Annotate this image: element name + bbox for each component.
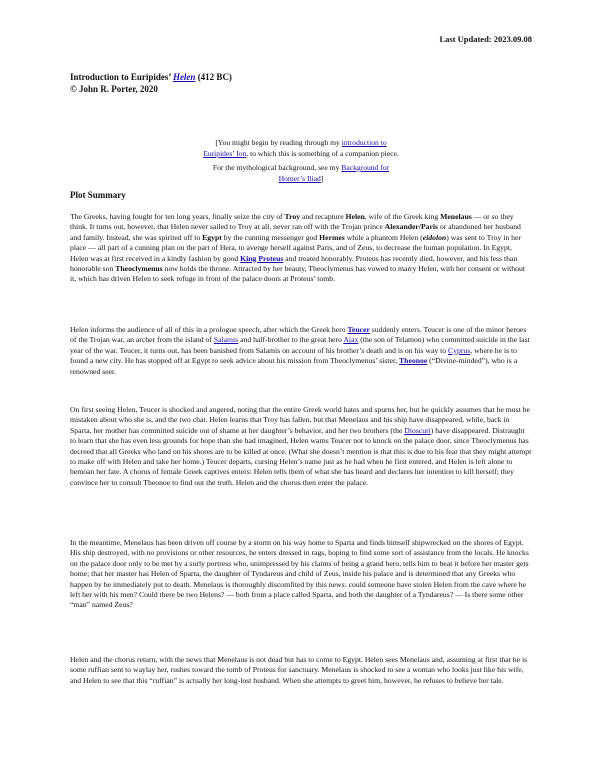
p1-text: while a phantom Helen ( xyxy=(344,232,423,242)
p2-text: , where he is to found a new city. He has stopped off at Egypt to seek advice about his mission from Theoclymenus’ sister, xyxy=(70,345,518,366)
background-note xyxy=(70,163,532,184)
p1-text: or abandoned her husband and family. Instead, she was spirited off to xyxy=(70,222,521,242)
title-suffix: (412 BC) xyxy=(195,72,232,82)
ion-intro-link-2[interactable]: Euripides’ Ion xyxy=(203,148,247,158)
p1-text: , wife of the Greek king xyxy=(364,212,441,221)
p1-text: ) was sent to Troy in her place — all part of a cunning plan on the part of Hera, to avenge herself against Paris, and of Zeus, to decrease the human population. In Egypt, Helen was at first received in a kindly fashion by good xyxy=(70,232,521,263)
p2-text: Helen informs the audience of all of this in a prologue speech, after which the Greek hero xyxy=(70,325,348,334)
king-proteus-link[interactable]: King Proteus xyxy=(240,253,284,263)
p2-text: suddenly enters. Teucer is one of the minor heroes of the Trojan war, an archer from the island of xyxy=(70,325,527,345)
p1-text: — or so they think. It turns out, however, that Helen never sailed to Troy at all, never ran off with the Trojan prince xyxy=(70,212,514,232)
ion-note-post: , to which this is something of a companion piece. xyxy=(246,148,399,158)
p1-eidolon: eidolon xyxy=(422,232,447,242)
p2-text: (the son of Telamon) who committed suicide in the last year of the war. Teucer, it turns out, has been banished from Salamis on account of his brother’s death and is on his way to xyxy=(70,335,530,355)
p1-text: by the cunning messenger god xyxy=(221,232,320,242)
p2-text: and half-brother to the great hero xyxy=(238,335,344,345)
background-link[interactable]: Background for xyxy=(341,163,390,172)
dioscuri-link[interactable]: Dioscuri xyxy=(404,425,431,435)
paragraph-4: In the meantime, Menelaus has been driven off course by a storm on his way home to Sparta and finds himself shipwrecked on the shores of Egypt. His ship destroyed, with no provisions or other resources, he enters dressed in rags, hoping to find some sort of assistance from the locals. He knocks on the palace door only to be met by a surly portress who, unimpressed by his claims of being a grand hero, tells him to beat it before her master gets home; that her master has Helen of Sparta, the daughter of Tyndareus and child of Zeus, inside his palace and is determined that any Greeks who happen by be immediately put to death. Menelaus is thoroughly discomfited by this news: could someone have stolen Helen from the cave where he left her with his men? Could there be two Helens? — both from a place called Sparta, and both the daughter of a Tyndareus? — Is there some other “man” named Zeus? xyxy=(70,538,529,610)
p2-text: (“Divine-minded”), who is a renowned seer. xyxy=(70,356,518,376)
p3-text: ) have disappeared. Distraught to learn that she has even less grounds for hope than she had imagined, Helen warns Teucer not to knock on the palace door, since Theoclymenus has decreed that all Greeks who land on his shores are to be killed at once. (What she doesn’t mention is that this is due to his fear that they might attempt to make off with Helen and take her home.) Teucer departs, cursing Helen’s name just as he had when he first entered, and Helen is left alone to bemoan her fate. A chorus of female Greek captives enters: Helen tells them of what she has heard and declares her intention to kill herself; they convince her to consult Theonoe to find out the truth. Helen and the chorus then enter the palace. xyxy=(70,425,532,487)
p1-paris: Alexander/Paris xyxy=(384,222,439,232)
p1-menelaus: Menelaus xyxy=(440,212,472,221)
background-note-pre: For the mythological background, see my xyxy=(212,163,342,172)
author-line: © John R. Porter, 2020 xyxy=(70,84,158,94)
background-link-2[interactable]: Homer’s Iliad xyxy=(278,173,321,183)
p1-hermes: Hermes xyxy=(319,232,345,242)
p1-text: now holds the throne. Attracted by her beauty, Theoclymenus has vowed to marry Helen, with her consent or without it, which has driven Helen to seek refuge in front of the palace doors at Proteus’ tomb. xyxy=(70,264,525,284)
helen-link[interactable]: Helen xyxy=(172,72,196,82)
page-title xyxy=(70,71,232,95)
paragraph-5: Helen and the chorus return, with the news that Menelaus is not dead but has to come to Egypt. Helen sees Menelaus and, assuming at first that he is some ruffian sent to waylay her, rushes toward the tomb of Proteus for sanctuary. Menelaus is shocked to see a woman who looks just like his wife, and Helen to see that this “ruffian” is actually her long-lost husband. When she attempts to greet him, however, he refuses to believe her tale. xyxy=(70,655,528,685)
salamis-link[interactable]: Salamis xyxy=(213,335,239,345)
last-updated: Last Updated: 2023.09.08 xyxy=(439,34,532,44)
p1-theoclymenus: Theoclymenus xyxy=(115,264,163,274)
p1-text: and treated honorably. Proteus has recently died, however, and his less than honorable son xyxy=(70,253,518,274)
p1-troy: Troy xyxy=(284,212,301,221)
p1-text: The Greeks, having fought for ten long years, finally seize the city of xyxy=(70,212,285,221)
p1-egypt: Egypt xyxy=(202,232,222,242)
ion-note-pre: [You might begin by reading through my xyxy=(215,138,342,147)
background-note-post: ] xyxy=(320,173,324,183)
paragraph-1 xyxy=(70,212,532,285)
p1-helen: Helen xyxy=(345,212,365,221)
p3-text: On first seeing Helen, Teucer is shocked and angered, noting that the entire Greek world hates and spurns her, but he quickly assumes that he must be mistaken about who she is, and the two chat. Helen learns that Troy has fallen, but that Menelaus and his ship have disappeared, while, back in Sparta, her mother has committed suicide out of shame at her daughter’s behavior, and her two brothers (the xyxy=(70,405,530,435)
ion-note xyxy=(70,138,532,159)
paragraph-2 xyxy=(70,325,532,377)
ajax-link[interactable]: Ajax xyxy=(343,335,359,345)
title-prefix: Introduction to Euripides’ xyxy=(70,72,173,82)
teucer-link[interactable]: Teucer xyxy=(347,325,370,334)
cyprus-link[interactable]: Cyprus xyxy=(448,345,471,355)
ion-intro-link[interactable]: introduction to xyxy=(341,138,387,147)
title-line xyxy=(70,71,232,83)
section-heading: Plot Summary xyxy=(70,190,126,200)
paragraph-3 xyxy=(70,405,532,488)
p1-text: and recapture xyxy=(300,212,346,221)
theonoe-link[interactable]: Theonoe xyxy=(399,356,428,366)
